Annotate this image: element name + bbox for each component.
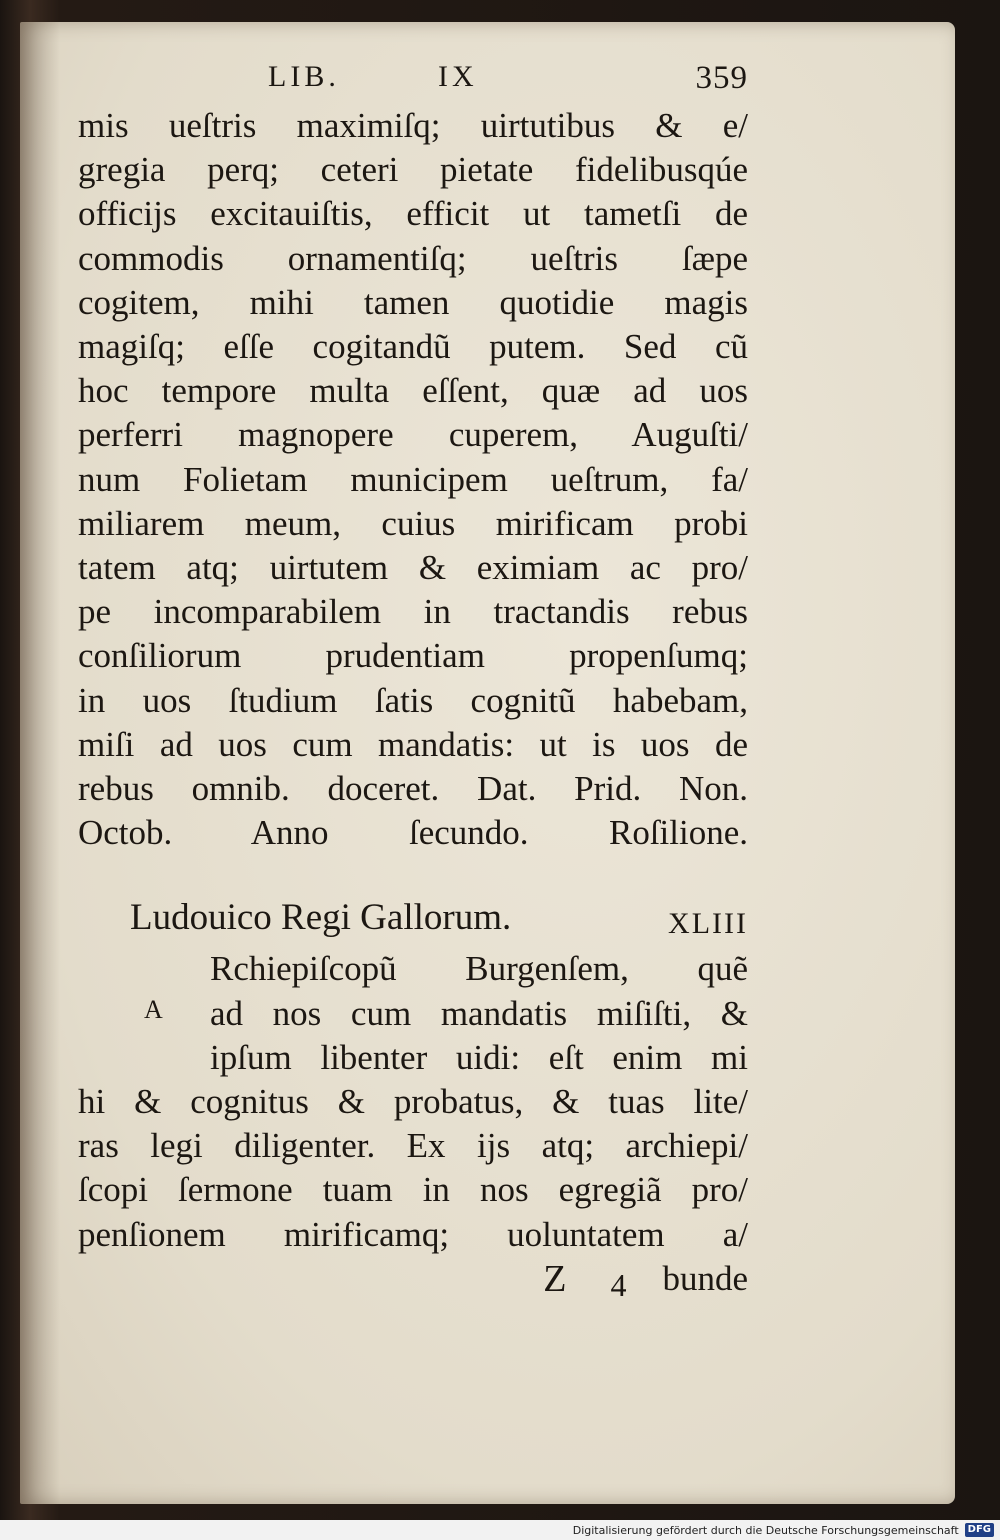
margin-letter: A	[144, 995, 163, 1025]
text-line: miſi ad uos cum mandatis: ut is uos de	[78, 724, 748, 764]
text-line: tatem atq; uirtutem & eximiam ac pro/	[78, 548, 748, 588]
text-line: ipſum libenter uidi: eſt enim mi	[210, 1037, 748, 1077]
text-line: perferri magnopere cuperem, Auguſti/	[78, 415, 748, 455]
letter-heading	[78, 895, 748, 947]
text-line: num Folietam municipem ueſtrum, fa/	[78, 459, 748, 499]
letter-number: XLIII	[668, 907, 748, 941]
text-line: Rchiepiſcopũ Burgenſem, quẽ	[210, 949, 748, 989]
text-line: ras legi diligenter. Ex ijs atq; archiepi/	[78, 1126, 748, 1166]
text-block-2	[78, 1080, 748, 1257]
signature-number: 4	[610, 1266, 627, 1303]
text-line: in uos ſtudium ſatis cognitũ habebam,	[78, 680, 748, 720]
initial-block	[78, 947, 748, 1080]
text-line: officijs excitauiſtis, efficit ut tametſi de	[78, 194, 748, 234]
text-line: ſcopi ſermone tuam in nos egregiã pro/	[78, 1170, 748, 1210]
text-line: conſiliorum prudentiam propenſumq;	[78, 636, 748, 676]
text-line: cogitem, mihi tamen quotidie magis	[78, 282, 748, 322]
text-line: Octob. Anno ſecundo. Roſilione.	[78, 813, 748, 853]
running-header	[78, 60, 748, 104]
text-line: ad nos cum mandatis miſiſti, &	[210, 993, 748, 1033]
page-gutter-shadow	[20, 22, 60, 1504]
text-line: miliarem meum, cuius mirificam probi	[78, 503, 748, 543]
text-line: hi & cognitus & probatus, & tuas lite/	[78, 1082, 748, 1122]
text-block-1	[78, 104, 748, 855]
footer-bar	[0, 1520, 1000, 1540]
header-book: LIB.	[268, 60, 340, 93]
text-block-2-indented	[78, 947, 748, 1080]
text-line: gregia perq; ceteri pietate fidelibusqúe	[78, 150, 748, 190]
text-line: magiſq; eſſe cogitandũ putem. Sed cũ	[78, 327, 748, 367]
page-text	[78, 60, 748, 1307]
dfg-logo: DFG	[965, 1523, 994, 1537]
text-line: mis ueſtris maximiſq; uirtutibus & e/	[78, 106, 748, 145]
text-line: rebus omnib. doceret. Dat. Prid. Non.	[78, 769, 748, 809]
footer-credit: Digitalisierung gefördert durch die Deutsche Forschungsgemeinschaft	[572, 1523, 959, 1537]
page-number: 359	[695, 60, 748, 96]
catchword: bunde	[662, 1258, 748, 1298]
text-line: pe incomparabilem in tractandis rebus	[78, 592, 748, 632]
signature-mark: Z	[543, 1257, 567, 1300]
text-line: penſionem mirificamq; uoluntatem a/	[78, 1214, 748, 1254]
letter-addressee: Ludouico Regi Gallorum.	[130, 897, 512, 939]
header-book-number: IX	[438, 60, 478, 93]
signature-line	[78, 1257, 748, 1307]
text-line: hoc tempore multa eſſent, quæ ad uos	[78, 371, 748, 411]
text-line: commodis ornamentiſq; ueſtris ſæpe	[78, 238, 748, 278]
